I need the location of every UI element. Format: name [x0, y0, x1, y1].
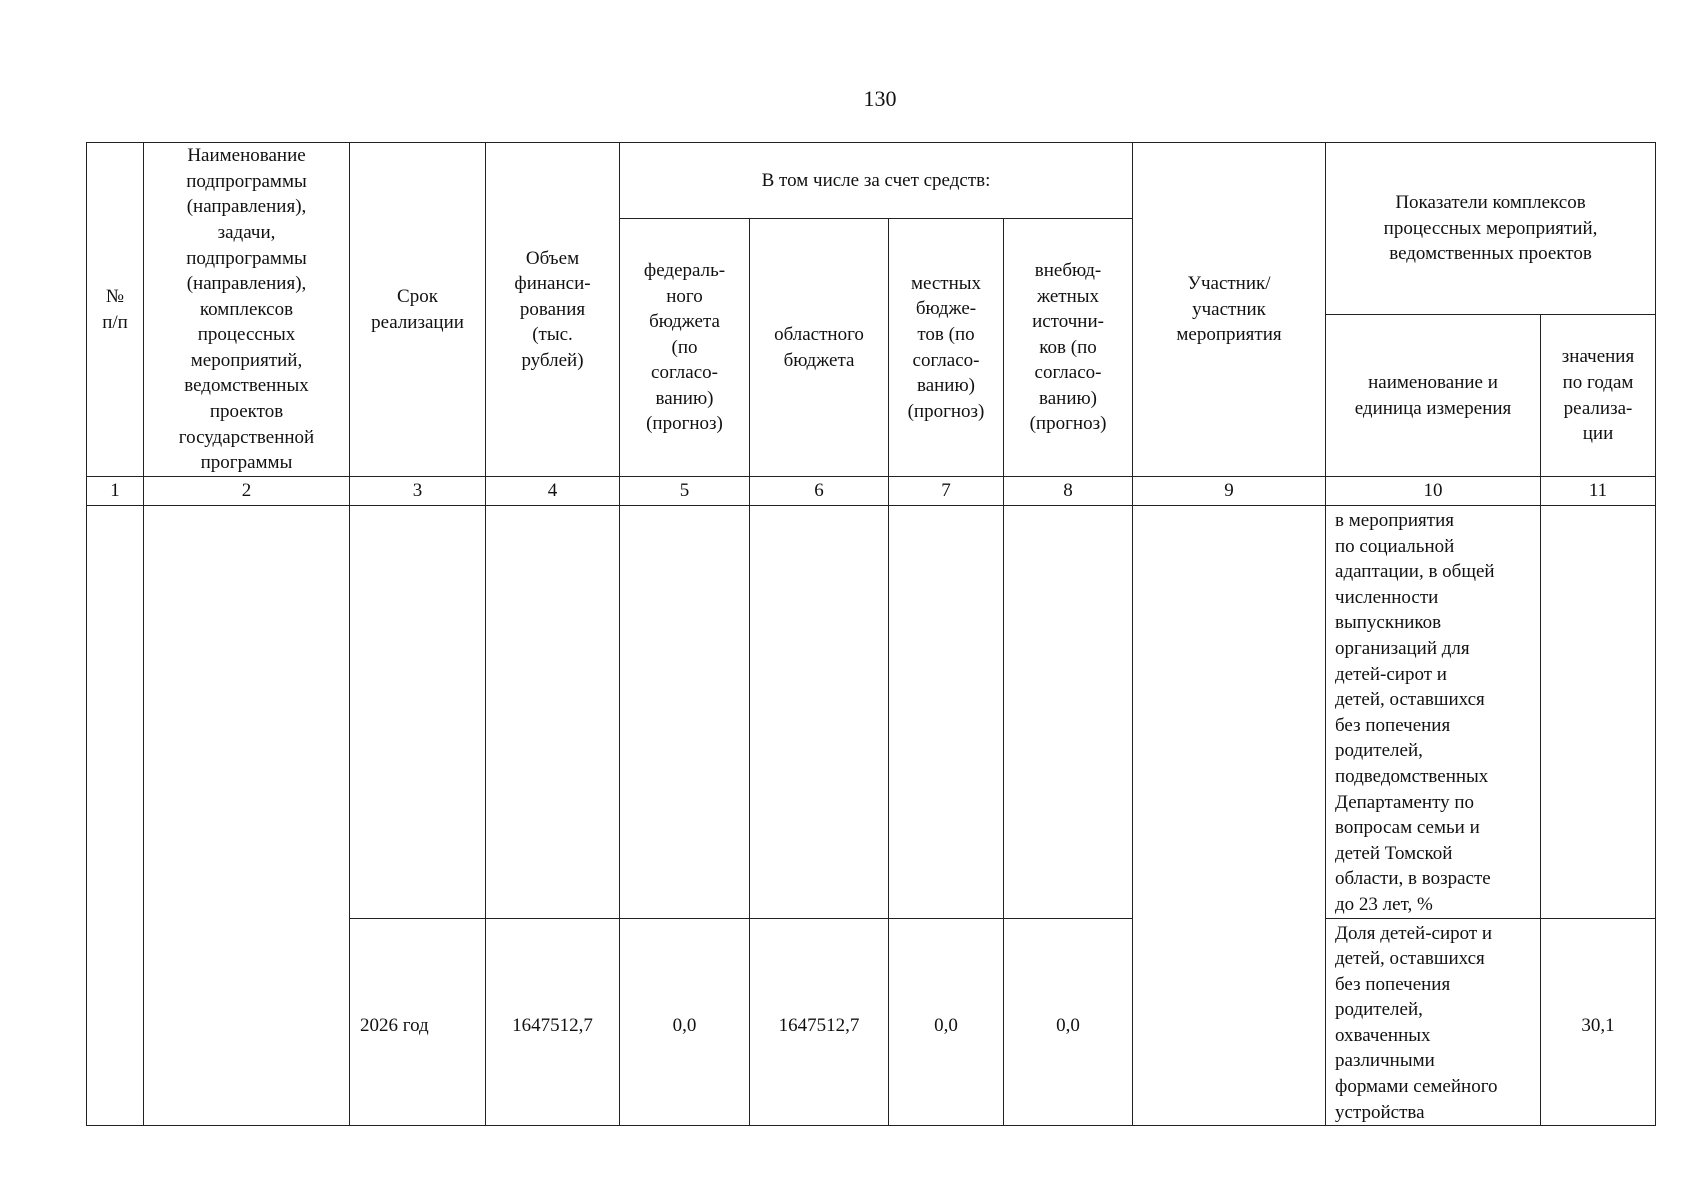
- header-col-2: Наименование подпрограммы (направления), задачи, подпрограммы (направления), комплексов процессных мероприятий, ведомственных проектов государственной программы: [144, 143, 350, 477]
- total-cell: [486, 506, 620, 919]
- federal-cell: 0,0: [620, 918, 750, 1126]
- column-number: 4: [486, 477, 620, 506]
- header-indicators-group: Показатели комплексов процессных мероприятий, ведомственных проектов: [1326, 143, 1656, 315]
- row-number-cell: [87, 506, 144, 1126]
- header-col-9: Участник/ участник мероприятия: [1133, 143, 1326, 477]
- header-col-11: значения по годам реализа- ции: [1541, 315, 1656, 477]
- page-number: 130: [863, 86, 897, 111]
- header-col-7: местных бюдже- тов (по согласо- ванию) (прогноз): [889, 219, 1004, 477]
- column-number: 3: [350, 477, 486, 506]
- header-col-10: наименование и единица измерения: [1326, 315, 1541, 477]
- column-number: 6: [750, 477, 889, 506]
- local-cell: 0,0: [889, 918, 1004, 1126]
- header-col-6: областного бюджета: [750, 219, 889, 477]
- participant-cell: [1133, 506, 1326, 1126]
- column-number-row: [87, 477, 1656, 506]
- term-cell: 2026 год: [350, 918, 486, 1126]
- header-funding-group: В том числе за счет средств:: [620, 143, 1133, 219]
- column-number: 9: [1133, 477, 1326, 506]
- program-table: [86, 142, 1656, 1126]
- regional-cell: 1647512,7: [750, 918, 889, 1126]
- header-row-1: [87, 143, 1656, 219]
- indicator-name-cell: Доля детей-сирот и детей, оставшихся без попечения родителей, охваченных различными формами семейного устройства: [1326, 918, 1541, 1126]
- header-col-8: внебюд- жетных источни- ков (по согласо- ванию) (прогноз): [1004, 219, 1133, 477]
- column-number: 1: [87, 477, 144, 506]
- header-col-3: Срок реализации: [350, 143, 486, 477]
- column-number: 8: [1004, 477, 1133, 506]
- column-number: 5: [620, 477, 750, 506]
- column-number: 2: [144, 477, 350, 506]
- table-row: [87, 506, 1656, 919]
- term-cell: [350, 506, 486, 919]
- column-number: 10: [1326, 477, 1541, 506]
- local-cell: [889, 506, 1004, 919]
- header-col-1: № п/п: [87, 143, 144, 477]
- federal-cell: [620, 506, 750, 919]
- extra-budget-cell: [1004, 506, 1133, 919]
- regional-cell: [750, 506, 889, 919]
- column-number: 11: [1541, 477, 1656, 506]
- indicator-value-cell: [1541, 506, 1656, 919]
- total-cell: 1647512,7: [486, 918, 620, 1126]
- indicator-name-cell: в мероприятия по социальной адаптации, в общей численности выпускников организаций для детей-сирот и детей, оставшихся без попечения родителей, подведомственных Департаменту по вопросам семьи и детей Томской области, в возрасте до 23 лет, %: [1326, 506, 1541, 919]
- indicator-value-cell: 30,1: [1541, 918, 1656, 1126]
- extra-budget-cell: 0,0: [1004, 918, 1133, 1126]
- header-col-5: федераль- ного бюджета (по согласо- ванию) (прогноз): [620, 219, 750, 477]
- header-col-4: Объем финанси- рования (тыс. рублей): [486, 143, 620, 477]
- program-name-cell: [144, 506, 350, 1126]
- column-number: 7: [889, 477, 1004, 506]
